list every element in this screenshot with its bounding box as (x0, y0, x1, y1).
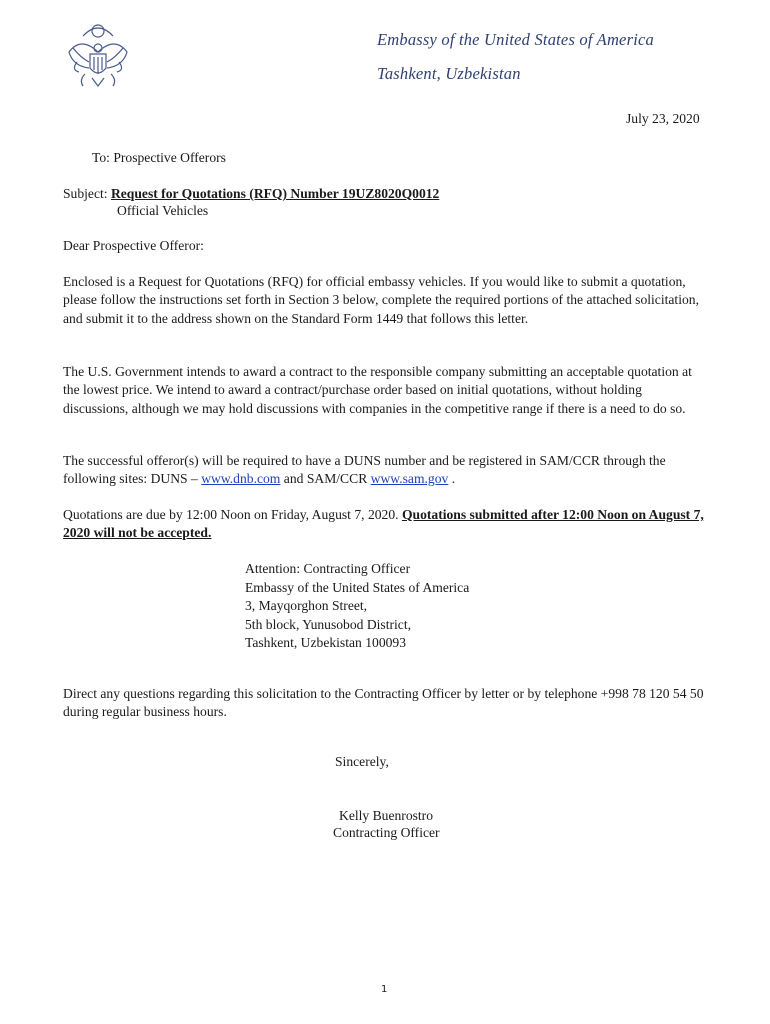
address-line: 5th block, Yunusobod District, (245, 616, 412, 632)
address-line: 3, Mayqorghon Street, (245, 598, 368, 613)
sam-link[interactable]: www.sam.gov (370, 471, 449, 487)
address-line: Attention: Contracting Officer (245, 561, 411, 576)
paragraph-questions: Direct any questions regarding this solicitation to the Contracting Officer by letter or by telephone +998 78 120 54 50 during regular business hours. (63, 686, 704, 720)
subject-title: Request for Quotations (RFQ) Number 19UZ8020Q0012 (110, 186, 440, 201)
address-block (245, 560, 469, 653)
subject-label: Subject: (63, 186, 111, 201)
address-line: Embassy of the United States of America (245, 579, 470, 595)
letter-date: July 23, 2020 (626, 111, 700, 126)
subject-line (63, 185, 439, 203)
subject-subtitle: Official Vehicles (117, 203, 209, 218)
signatory-name: Kelly Buenrostro (339, 808, 434, 823)
closing: Sincerely, (335, 754, 389, 769)
paragraph-deadline (63, 506, 708, 543)
letterhead-embassy-name: Embassy of the United States of America (377, 30, 654, 49)
salutation: Dear Prospective Offeror: (63, 238, 204, 253)
address-line: Tashkent, Uzbekistan 100093 (245, 635, 407, 650)
signatory-title: Contracting Officer (333, 825, 440, 840)
letterhead-location: Tashkent, Uzbekistan (377, 64, 521, 83)
paragraph-award-intent: The U.S. Government intends to award a contract to the responsible company submitting an acceptable quotation at the lowest price. We intend to award a contract/purchase order based on initial quotations, without holding discussions, although we may hold discussions with companies in the competitive range if there is a need to do so. (63, 364, 692, 416)
deadline-warning: Quotations submitted after 12:00 Noon on August 7, 2020 will not be accepted. (63, 507, 704, 541)
registration-text-a: The successful offeror(s) will be required to have a DUNS number and be registered in SAM/CCR through the following sites: DUNS – (63, 453, 666, 487)
recipient-line: To: Prospective Offerors (92, 150, 226, 165)
page-number: 1 (381, 984, 388, 995)
dnb-link[interactable]: www.dnb.com (201, 471, 281, 487)
deadline-text: Quotations are due by 12:00 Noon on Friday, August 7, 2020. (63, 507, 402, 522)
registration-text-c: . (448, 471, 456, 487)
paragraph-enclosed-rfq: Enclosed is a Request for Quotations (RFQ) for official embassy vehicles. If you would like to submit a quotation, please follow the instructions set forth in Section 3 below, complete the required portions of the attached solicitation, and submit it to the address shown on the Standard Form 1449 that follows this letter. (63, 274, 699, 326)
registration-text-b: and SAM/CCR (280, 471, 371, 487)
paragraph-registration (63, 452, 708, 489)
us-great-seal-icon (63, 22, 133, 102)
